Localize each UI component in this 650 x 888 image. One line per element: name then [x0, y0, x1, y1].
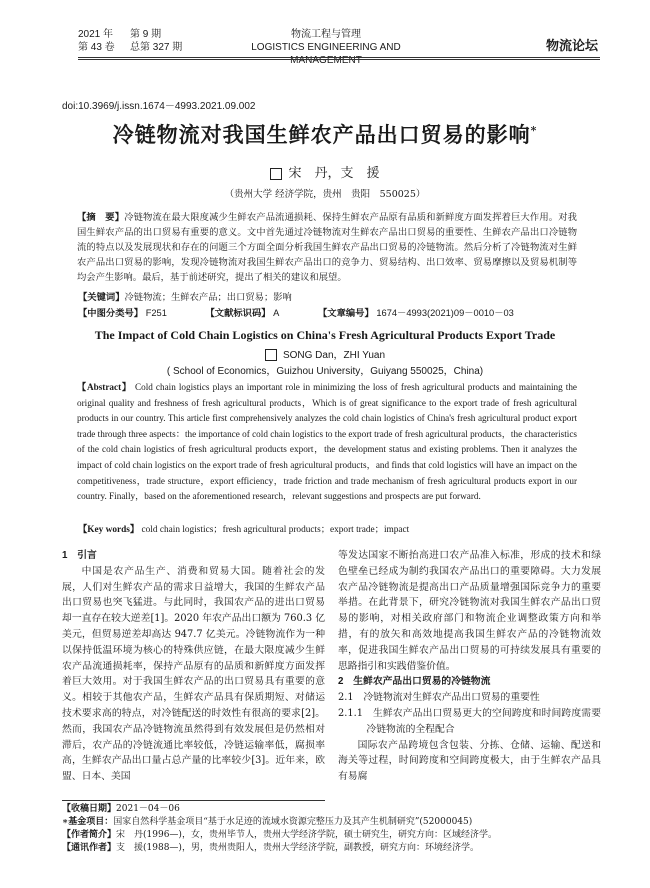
square-icon [265, 349, 277, 361]
abstract-en-label: 【Abstract】 [77, 382, 132, 392]
keywords-en-text: cold chain logistics；fresh agricultural products；export trade；impact [141, 525, 410, 535]
volume: 第 43 卷 [78, 42, 115, 53]
section-2-1-heading: 2.1 冷链物流对生鲜农产品出口贸易的重要性 [338, 692, 540, 704]
authors-en-text: SONG Dan，ZHI Yuan [282, 350, 386, 361]
article-id-label: 【文章编号】 [317, 308, 374, 318]
received-date: 2021－04－06 [116, 804, 180, 814]
total-issue: 总第 327 期 [130, 42, 183, 53]
keywords-cn-text: 冷链物流；生鲜农产品；出口贸易；影响 [124, 292, 292, 303]
section-2-heading: 2 生鲜农产品出口贸易的冷链物流 [338, 676, 491, 688]
body-column-right [338, 548, 601, 785]
keywords-cn [78, 289, 292, 303]
abstract-en-text: Cold chain logistics plays an important role in minimizing the loss of fresh agricultural products and maintaining the original quality and freshness of fresh agricultural products，Which is of great significance to the export trade of fresh agricultural products in our country. This article first comprehensively analyzes the cold chain logistics of China's fresh agricultural product export trade through three aspects：the importance of cold chain logistics to the export trade of fresh agricultural products，the characteristics of the cold chain logistics of fresh agricultural products export，the development status and existing problems. Then it analyzes the impact of cold chain logistics on the export trade of fresh agricultural products，and finds that cold logistics will have an impact on the competitiveness，trade structure，export efficiency，trade friction and trade mechanism of fresh agricultural products export in our country. Finally，based on the aforementioned research，relevant suggestions and prospects are put forward. [77, 382, 578, 502]
section-1-paragraph-2: 等发达国家不断抬高进口农产品准入标准，形成的技术和绿色壁垒已经成为制约我国农产品出口的重要障碍。大力发展农产品冷链物流是提高出口产品质量增强国际竞争力的重要举措。在此背景下，研究冷链物流对我国生鲜农产品出口贸易的影响，对相关政府部门和物流企业调整政策方向和举措，有的放矢和高效地提高我国生鲜农产品的冷链物流效率，促进我国生鲜农产品出口贸易的可持续发展具有重要的思路指引和实践借鉴价值。 [338, 550, 601, 672]
fund-text: 国家自然科学基金项目“基于水足迹的流域水资源完整压力及其产生机制研究”(52000045) [113, 817, 473, 827]
corresponding-author-text: 支 援(1988—)，男，贵州贵阳人，贵州大学经济学院，副教授，研究方向：环境经济学。 [116, 843, 479, 853]
abstract-cn [77, 210, 577, 285]
abstract-cn-text: 冷链物流在最大限度减少生鲜农产品流通损耗、保持生鲜农产品原有品质和新鲜度方面发挥着巨大作用。对我国生鲜农产品的出口贸易有重要的意义。文中首先通过冷链物流对生鲜农产品出口贸易的重要性、生鲜农产品出口冷链物流的特点以及发展现状和存在的问题三个方面全面分析我国生鲜农产品出口贸易的冷链物流。然后分析了冷链物流对生鲜农产品出口贸易的影响，发现冷链物流对我国生鲜农产品出口的竞争力、贸易结构、出口效率、贸易摩擦以及贸易机制等均会产生影响。最后，基于前述研究，提出了相关的建议和展望。 [77, 212, 577, 283]
keywords-cn-label: 【关键词】 [78, 292, 125, 303]
doc-code: A [273, 308, 280, 318]
authors [0, 162, 650, 181]
keywords-en [78, 521, 409, 535]
section-label: 物流论坛 [545, 38, 598, 53]
section-1-paragraph-1: 中国是农产品生产、消费和贸易大国。随着社会的发展，人们对生鲜农产品的需求日益增大，我国的生鲜农产品出口贸易也突飞猛进。与此同时，我国农产品的进出口贸易却一直存在较大逆差[1]。2020 年农产品出口额为 760.3 亿美元，但贸易逆差却高达 947.7 亿美元。冷链物流作为一种以保持低温环境为核心的特殊供应链，在最大限度减少生鲜农产品流通损耗率，保持产品原有的品质和新鲜度方面发挥着巨大效用。对于我国生鲜农产品的出口贸易具有重要的意义。相较于其他农产品，生鲜农产品具有保质期短、对储运技术要求高的特点，对冷链配送的时效性有很高的要求[2]。然而，我国农产品冷链物流虽然得到有效发展但是仍然相对滞后，农产品的冷链流通比率较低，冷链运输率低，腐损率高，生鲜农产品出口量占总产量的比率较少[3]。近年来，欧盟、日本、美国 [62, 565, 325, 783]
paper-title-text: 冷链物流对我国生鲜农产品出口贸易的影响 [112, 122, 531, 147]
journal-name [216, 28, 436, 67]
affiliation: （贵州大学 经济学院，贵州 贵阳 550025） [224, 189, 426, 200]
paper-title [40, 119, 610, 149]
article-id: 1674－4993(2021)09－0010－03 [376, 308, 514, 318]
footnotes [62, 803, 602, 855]
doc-code-label: 【文献标识码】 [205, 308, 271, 318]
issue-info [78, 28, 182, 54]
authors-en [0, 346, 650, 361]
year: 2021 年 [78, 29, 114, 40]
clc-label: 【中图分类号】 [78, 308, 144, 318]
affiliation-en: ( School of Economics，Guizhou University，Guiyang 550025，China) [166, 366, 484, 377]
title-footnote-mark: * [530, 124, 538, 137]
section-2-1-1-heading: 2.1.1 生鲜农产品出口贸易更大的空间跨度和时间跨度需要冷链物流的全程配合 [338, 707, 601, 735]
authors-text: 宋 丹，支 援 [288, 166, 380, 181]
fund-label: ∗基金项目： [62, 817, 114, 827]
body-column-left [62, 548, 325, 785]
section-2-1-1-paragraph: 国际农产品跨境包含包装、分拣、仓储、运输、配送和海关等过程，时间跨度和空间跨度极大，由于生鲜农产品具有易腐 [338, 739, 601, 783]
author-bio-label: 【作者简介】 [62, 830, 117, 840]
doi: doi:10.3969/j.issn.1674－4993.2021.09.002 [62, 101, 256, 112]
header-rule [78, 57, 600, 58]
title-en: The Impact of Cold Chain Logistics on China's Fresh Agricultural Products Export Trade [94, 328, 556, 342]
journal-name-cn: 物流工程与管理 [291, 29, 361, 40]
section-1-heading: 1 引言 [62, 550, 97, 561]
corresponding-author-label: 【通讯作者】 [62, 843, 117, 853]
abstract-en [77, 380, 577, 505]
issue: 第 9 期 [130, 29, 162, 40]
author-bio-text: 宋 丹(1996—)，女，贵州毕节人，贵州大学经济学院，硕士研究生，研究方向：区域经济学。 [116, 830, 497, 840]
classification-line [78, 305, 550, 319]
journal-name-en: LOGISTICS ENGINEERING AND MANAGEMENT [251, 42, 401, 66]
clc-code: F251 [145, 308, 167, 318]
footnote-rule [62, 800, 325, 801]
keywords-en-label: 【Key words】 [78, 525, 140, 535]
received-label: 【收稿日期】 [62, 804, 117, 814]
header-rule-2 [78, 59, 600, 60]
square-icon [270, 168, 282, 180]
abstract-cn-label: 【摘 要】 [77, 212, 125, 223]
